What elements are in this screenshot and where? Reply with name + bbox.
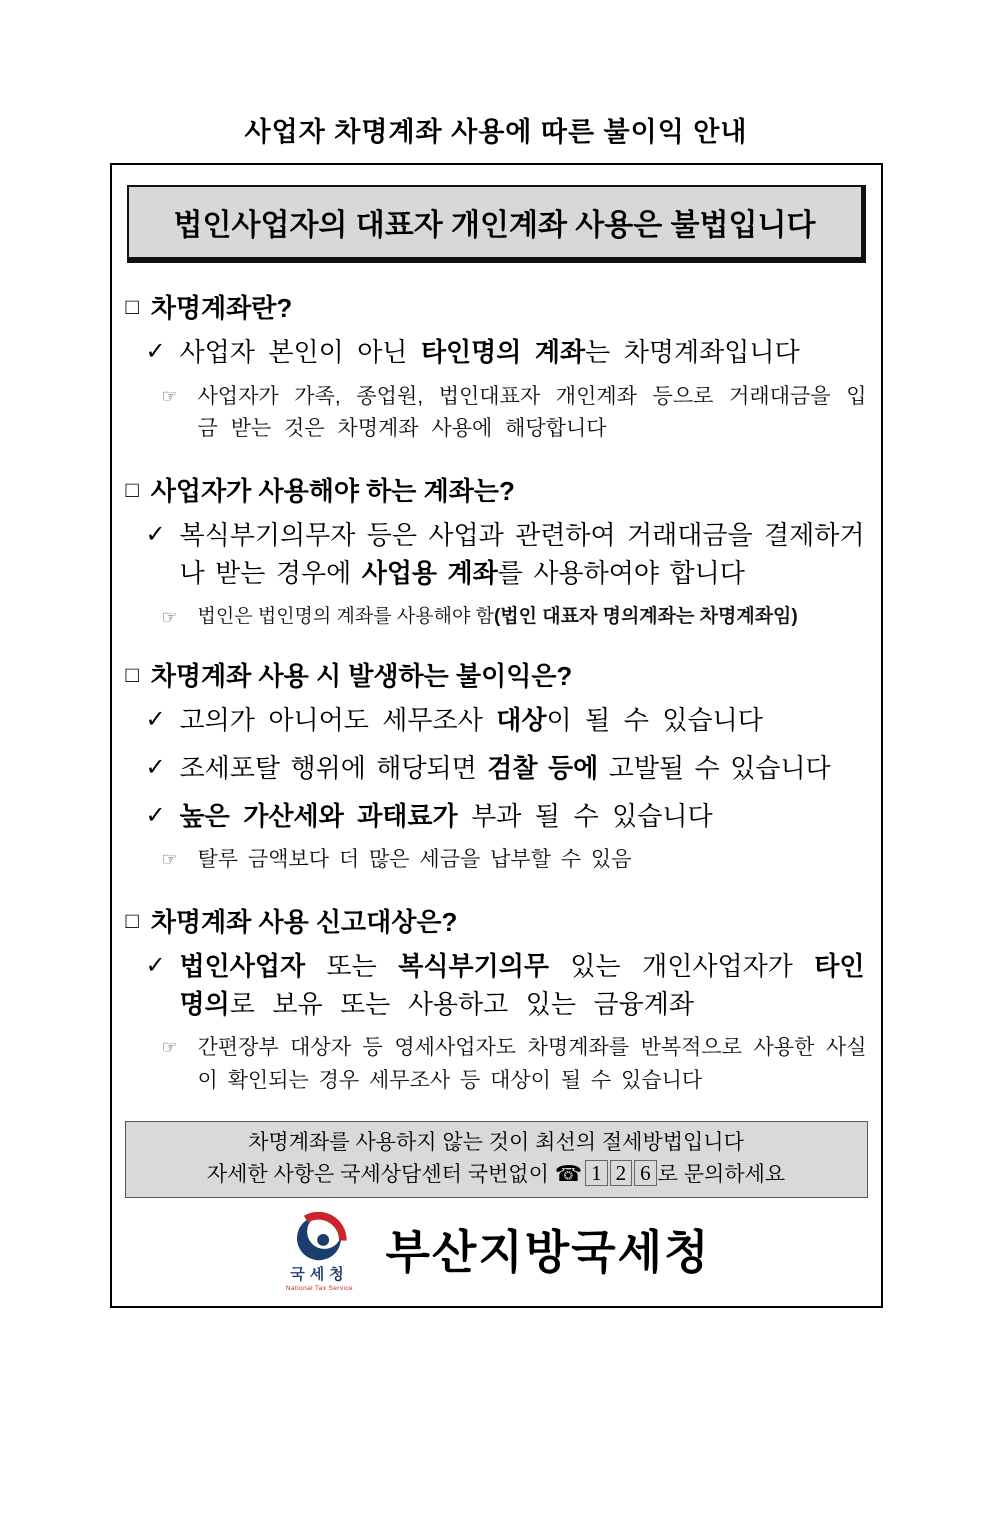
check-item [146, 517, 865, 592]
square-bullet-icon: □ [125, 908, 139, 934]
note-item [162, 381, 867, 446]
section-reporting-targets [112, 907, 881, 1098]
page-title: 사업자 차명계좌 사용에 따른 불이익 안내 [244, 117, 748, 147]
checkmark-icon: ✓ [145, 951, 166, 979]
section-heading [126, 476, 867, 507]
nts-agency-name-en: National Tax Service [285, 1285, 354, 1293]
contact-line-post: 로 문의하세요 [657, 1163, 786, 1187]
text-segment: 고발될 수 있습니다 [598, 753, 831, 783]
text-segment: 검찰 등에 [487, 753, 599, 783]
text-segment: 이 될 수 있습니다 [546, 706, 763, 736]
phone-digit-1: 1 [585, 1160, 608, 1186]
pointing-hand-icon: ☞ [161, 385, 178, 406]
text-segment: 탈루 금액보다 더 많은 세금을 납부할 수 있음 [197, 848, 632, 872]
signature-row [112, 1212, 881, 1292]
checkmark-icon: ✓ [145, 706, 166, 734]
section-heading-text: 차명계좌 사용 시 발생하는 불이익은? [150, 660, 573, 691]
section-heading [126, 293, 867, 324]
check-text [180, 334, 865, 372]
nts-emblem-icon [289, 1212, 349, 1262]
text-segment: 높은 가산세와 과태료가 [179, 801, 458, 831]
note-item [162, 1032, 867, 1097]
text-segment: 있는 개인사업자가 [548, 951, 815, 981]
checkmark-icon: ✓ [145, 521, 166, 549]
pointing-hand-icon: ☞ [161, 606, 178, 627]
text-segment: 부과 될 수 있습니다 [457, 801, 713, 831]
check-item [146, 798, 865, 836]
best-tax-saving-line: 차명계좌를 사용하지 않는 것이 최선의 절세방법입니다 [248, 1131, 744, 1155]
note-text [198, 1032, 867, 1097]
illegal-use-banner: 법인사업자의 대표자 개인계좌 사용은 불법입니다 [127, 185, 866, 263]
section-heading [126, 907, 867, 938]
notice-document-frame [110, 163, 883, 1308]
section-heading-text: 차명계좌란? [150, 293, 293, 323]
check-text [180, 798, 865, 836]
note-item [162, 844, 867, 877]
text-segment: 고의가 아니어도 세무조사 [179, 706, 497, 736]
square-bullet-icon: □ [125, 477, 139, 503]
note-text [198, 844, 867, 877]
contact-info-box [125, 1121, 868, 1198]
square-bullet-icon: □ [125, 662, 139, 688]
checkmark-icon: ✓ [145, 338, 166, 366]
text-segment: 또는 [305, 951, 399, 981]
text-segment: 법인사업자 [179, 951, 306, 981]
text-segment: 로 보유 또는 사용하고 있는 금융계좌 [229, 989, 694, 1019]
check-item [146, 702, 865, 740]
text-segment: 사업용 계좌 [361, 558, 498, 588]
telephone-icon: ☎ [554, 1161, 583, 1187]
checkmark-icon: ✓ [145, 801, 166, 829]
note-text [198, 381, 867, 446]
check-text [180, 517, 865, 592]
check-item [146, 948, 865, 1023]
section-disadvantages-of-use [112, 661, 881, 877]
checkmark-icon: ✓ [145, 753, 166, 781]
text-segment: 대상 [496, 706, 547, 736]
section-heading [126, 661, 867, 692]
check-text [180, 948, 865, 1023]
section-what-is-borrowed-name-account [112, 293, 881, 446]
pointing-hand-icon: ☞ [161, 1037, 178, 1058]
text-segment: 사업자가 가족, 종업원, 법인대표자 개인계좌 등으로 거래대금을 입금 받는 것은 차명계좌 사용에 해당합니다 [197, 384, 867, 441]
text-segment: 타인 명의 [179, 951, 865, 1019]
square-bullet-icon: □ [125, 294, 139, 320]
phone-digit-2: 2 [610, 1160, 633, 1186]
check-text [180, 702, 865, 740]
text-segment: 를 사용하여야 합니다 [497, 558, 745, 588]
check-item [146, 750, 865, 788]
contact-line [126, 1158, 867, 1190]
text-segment: 복식부기의무자 등은 사업과 관련하여 거래대금을 결제하거나 받는 경우에 [179, 521, 865, 588]
phone-digit-6: 6 [634, 1160, 657, 1186]
contact-line-pre: 자세한 사항은 국세상담센터 국번없이 [206, 1163, 555, 1187]
note-item [162, 602, 875, 631]
text-segment: 타인명의 계좌 [420, 338, 586, 368]
section-heading-text: 사업자가 사용해야 하는 계좌는? [150, 475, 515, 506]
text-segment: 는 차명계좌입니다 [585, 338, 800, 368]
text-segment: 간편장부 대상자 등 영세사업자도 차명계좌를 반복적으로 사용한 사실이 확인되는 경우 세무조사 등 대상이 될 수 있습니다 [197, 1036, 867, 1092]
text-segment: 조세포탈 행위에 해당되면 [179, 753, 488, 783]
section-which-account-to-use [112, 476, 881, 631]
pointing-hand-icon: ☞ [161, 849, 178, 870]
text-segment: (법인 대표자 명의계좌는 차명계좌임) [493, 605, 798, 627]
check-item [146, 334, 865, 372]
note-text [198, 602, 875, 631]
text-segment: 복식부기의무 [398, 951, 549, 981]
text-segment: 사업자 본인이 아닌 [179, 338, 421, 368]
regional-office-name: 부산지방국세청 [385, 1225, 711, 1278]
section-heading-text: 차명계좌 사용 신고대상은? [150, 906, 458, 937]
text-segment: 법인은 법인명의 계좌를 사용해야 함 [197, 605, 494, 627]
check-text [180, 750, 865, 788]
nts-agency-name: 국세청 [290, 1266, 349, 1284]
nts-logo [281, 1212, 357, 1292]
